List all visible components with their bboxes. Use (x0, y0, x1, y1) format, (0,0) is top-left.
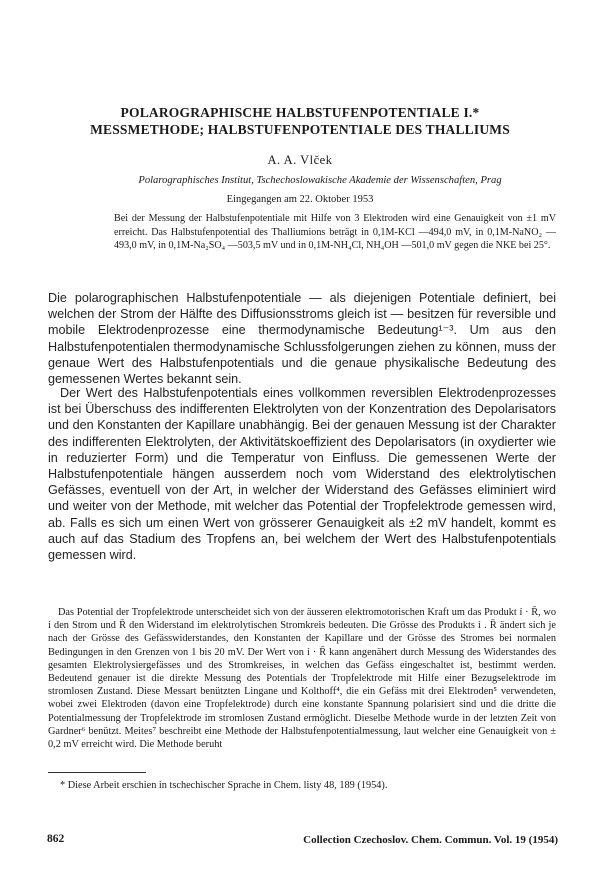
article-title-line-2: MESSMETHODE; HALBSTUFENPOTENTIALE DES THALLIUMS (90, 122, 510, 137)
page-number: 862 (47, 833, 65, 845)
received-date: Eingegangen am 22. Oktober 1953 (226, 194, 374, 205)
author: A. A. Vlček (267, 153, 333, 167)
footnote: * Diese Arbeit erschien in tschechischer Sprache in Chem. listy 48, 189 (1954). (60, 780, 388, 791)
article-title-line-1: POLAROGRAPHISCHE HALBSTUFENPOTENTIALE I.* (120, 105, 480, 120)
footnote-rule (48, 772, 146, 773)
journal-citation: Collection Czechoslov. Chem. Commun. Vol. 19 (1954) (303, 834, 558, 846)
affiliation: Polarographisches Institut, Tschechoslowakische Akademie der Wissenschaften, Prag (138, 175, 502, 186)
small-print-paragraph: Das Potential der Tropfelektrode unterscheidet sich von der äusseren elektromotorischen Kraft um das Produkt ỉ · R̄, wo ỉ den Strom und R̄ den Widerstand im elektrolytischen Stromkreis bedeuten. Die Grösse des Produkts ỉ . R̄ ändert sich je nach der Grösse des Gefässwiderstandes, den Konstanten der Kapillare und der Grösse des Stromes bei normalen Bedingungen in den Grenzen von 1 bis 20 mV. Der Wert von ỉ · R̄ kann angenähert durch Messung des Widerstandes des gesamten Elektrolysiergefässes und des Stromkreises, in welchen das Gefäss eingeschaltet ist, bestimmt werden. Bedeutend genauer ist die direkte Messung des Potentials der Tropfelektrode mit Hilfe einer Bezugselektrode im stromlosen Zustand. Diese Messart benützten Lingane und Kolthoff⁴, die ein Gefäss mit drei Elektroden⁵ verwendeten, wobei zwei Elektroden (davon eine Tropfelektrode) durch eine konstante Spannung polarisiert sind und die dritte die Potentialmessung der Tropfelektrode im stromlosen Zustand ermöglicht. Dieselbe Methode wurde in der letzten Zeit von Gardner⁶ benützt. Meites⁷ beschreibt eine Methode der Halbstufenpotentialmessung, laut welcher eine Genauigkeit von ± 0,2 mV erreicht wird. Die Methode beruht (48, 607, 556, 751)
body-paragraph-2: Der Wert des Halbstufenpotentials eines vollkommen reversiblen Elektrodenprozesses ist bei Überschuss des indifferenten Elektrolyten von der Konzentration des Depolarisators und den Konstanten der Kapillare unabhängig. Bei der genauen Messung ist der Charakter des indifferenten Elektrolyten, der Aktivitätskoeffizient des Depolarisators (in oxydierter wie in reduzierter Form) und die Temperatur von Einfluss. Die gemessenen Werte der Halbstufenpotentiale hängen ausserdem noch vom Widerstand des elektrolytischen Gefässes, eventuell von der Art, in welcher der Widerstand des Gefässes eliminiert wird und weiter von der Methode, mit welcher das Potential der Tropfelektrode gemessen wird, ab. Falls es sich um einen Wert von grösserer Genauigkeit als ±2 mV handelt, kommt es auch auf das Stadium des Tropfens an, bei welchem der Wert des Halbstufenpotentials gemessen wird. (48, 386, 556, 563)
abstract: Bei der Messung der Halbstufenpotentiale mit Hilfe von 3 Elektroden wird eine Genauigkeit von ±1 mV erreicht. Das Halbstufenpotential des Thalliumions beträgt in 0,1M-KCl —494,0 mV, in 0,1M-NaNO₂ —493,0 mV, in 0,1M-Na₂SO₄ —503,5 mV und in 0,1M-NH₄Cl, NH₄OH —501,0 mV gegen die NKE bei 25°. (114, 213, 556, 252)
body-paragraph-1: Die polarographischen Halbstufenpotentiale — als diejenigen Potentiale definiert, bei welchen der Strom der Hälfte des Diffusionsstroms gleich ist — besitzen für reversible und mobile Elektrodenprozesse eine thermodynamische Bedeutung¹⁻³. Um aus den Halbstufenpotentialen thermodynamische Schlussfolgerungen ziehen zu können, muss der genaue Wert des Halbstufenpotentials und die genaue physikalische Bedeutung des gemessenen Wertes bekannt sein. (48, 291, 556, 387)
